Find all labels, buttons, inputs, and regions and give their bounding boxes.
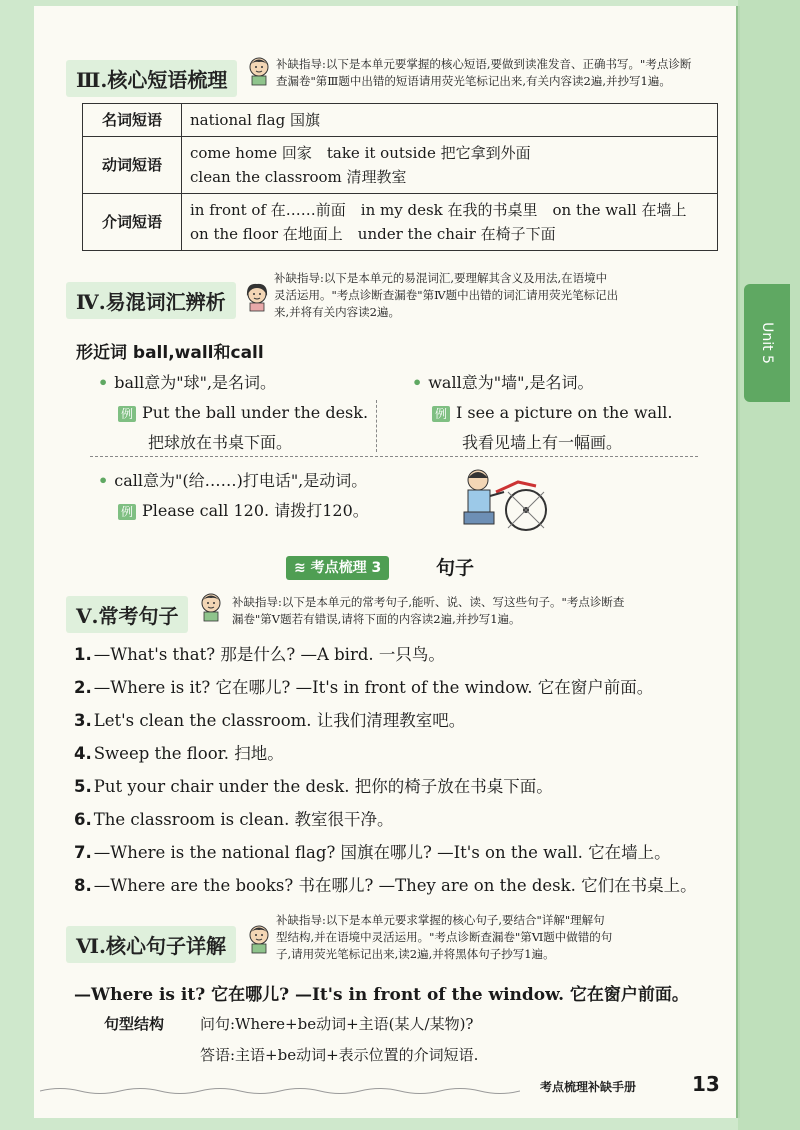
sentence-text: —Where is it? 它在哪儿? —It's in front of the window. 它在窗户前面。 [93,678,654,697]
example-tag: 例 [432,406,450,422]
footer-title: 考点梳理补缺手册 [540,1080,637,1094]
section-4-guide-line-2: 灵活运用。"考点诊断查漏卷"第Ⅳ题中出错的词汇请用荧光笔标记出 [274,288,619,302]
topic-banner [286,556,389,580]
sentence-structure-label: 句型结构 [104,1015,165,1033]
sentence-text: The classroom is clean. 教室很干净。 [93,810,394,829]
section-3-title [66,60,237,97]
student-avatar-icon [198,592,224,622]
bullet-dot-icon: • [412,373,423,392]
row-head-prep-phrases: 介词短语 [83,194,182,251]
section-5-guide [232,594,624,628]
sentence-item [74,707,465,731]
sentence-number: 4. [74,744,92,763]
ball-example [118,398,368,458]
wall-definition-text: wall意为"墙",是名词。 [428,373,594,392]
sentence-number: 6. [74,810,92,829]
call-definition-text: call意为"(给……)打电话",是动词。 [114,471,368,490]
sentence-text: Let's clean the classroom. 让我们清理教室吧。 [93,711,466,730]
sentence-text: —What's that? 那是什么? —A bird. 一只鸟。 [93,645,445,664]
sentence-text: —Where are the books? 书在哪儿? —They are on the desk. 它们在书桌上。 [93,876,697,895]
divider-vertical [376,400,377,452]
section-4-title [66,282,236,319]
divider-horizontal [90,456,698,457]
row-body [182,137,718,194]
structure-answer: 答语:主语+be动词+表示位置的介词短语. [200,1046,479,1064]
sentence-text: Sweep the floor. 扫地。 [93,744,284,763]
topic-banner-title: 句子 [436,557,475,579]
section-6-number: Ⅵ. [76,934,106,958]
wave-icon: ≋ [294,560,311,576]
unit-tab-label: Unit 5 [758,322,775,364]
section-3-number: Ⅲ. [76,68,108,92]
call-definition [98,468,367,491]
section-5-title [66,596,188,633]
wall-example [432,398,672,458]
sentence-item [74,740,284,764]
sentence-number: 7. [74,843,92,862]
sentence-number: 2. [74,678,92,697]
unit-tab[interactable] [744,284,790,402]
confusable-words-subheading: 形近词 ball,wall和call [76,343,264,363]
section-6-title [66,926,236,963]
section-4-guide-line-3: 来,并将有关内容读2遍。 [274,305,400,319]
wall-example-cn: 我看见墙上有一幅画。 [462,433,623,452]
call-example-text: Please call 120. 请拨打120。 [142,501,369,520]
structure-question: 问句:Where+be动词+主语(某人/某物)? [200,1015,474,1033]
ball-example-cn: 把球放在书桌下面。 [148,433,293,452]
decorative-wave [40,1086,520,1096]
sentence-number: 3. [74,711,92,730]
section-3-heading: 核心短语梳理 [107,68,228,92]
page-number: 13 [692,1072,720,1096]
section-4-heading: 易混词汇辨析 [105,290,226,314]
boy-with-bicycle-illustration [448,462,558,537]
table-row [83,194,718,251]
section-5-guide-line-1: 补缺指导:以下是本单元的常考句子,能听、说、读、写这些句子。"考点诊断查 [232,595,625,609]
phrase-table [82,103,718,251]
phrase-line: national flag 国旗 [190,111,320,129]
sentence-item [74,806,394,830]
core-sentence: —Where is it? 它在哪儿? —It's in front of the window. 它在窗户前面。 [74,985,689,1005]
section-3-guide [276,56,691,90]
sentence-item [74,872,697,896]
section-5-guide-line-2: 漏卷"第Ⅴ题若有错误,请将下面的内容读2遍,并抄写1遍。 [232,612,521,626]
wall-example-en: I see a picture on the wall. [456,403,673,422]
ball-definition-text: ball意为"球",是名词。 [114,373,277,392]
section-6-guide-line-2: 型结构,并在语境中灵活运用。"考点诊断查漏卷"第Ⅵ题中做错的句 [276,930,613,944]
student-avatar-icon [246,924,272,954]
phrase-line: in front of 在……前面 in my desk 在我的书桌里 on the wall 在墙上 [190,201,687,219]
section-4-guide [274,270,618,321]
section-5-number: Ⅴ. [76,604,99,628]
row-head-noun-phrases: 名词短语 [83,104,182,137]
row-body [182,194,718,251]
phrase-line: clean the classroom 清理教室 [190,168,407,186]
student-avatar-icon [246,56,272,86]
sentence-number: 8. [74,876,92,895]
topic-banner-label: 考点梳理 3 [310,560,382,576]
student-girl-avatar-icon [244,282,270,312]
sentence-item [74,674,653,698]
bullet-dot-icon: • [98,471,109,490]
phrase-line: come home 回家 take it outside 把它拿到外面 [190,144,531,162]
section-3-guide-line-1: 补缺指导:以下是本单元要掌握的核心短语,要做到读准发音、正确书写。"考点诊断 [276,57,692,71]
example-tag: 例 [118,504,136,520]
section-6-guide-line-1: 补缺指导:以下是本单元要求掌握的核心句子,要结合"详解"理解句 [276,913,605,927]
section-6-heading: 核心句子详解 [105,934,226,958]
table-row [83,104,718,137]
section-6-guide [276,912,612,963]
ball-example-en: Put the ball under the desk. [142,403,369,422]
sentence-text: —Where is the national flag? 国旗在哪儿? —It's on the wall. 它在墙上。 [93,843,671,862]
sentence-text: Put your chair under the desk. 把你的椅子放在书桌下面。 [93,777,553,796]
call-example [118,496,369,526]
section-3-guide-line-2: 查漏卷"第Ⅲ题中出错的短语请用荧光笔标记出来,有关内容读2遍,并抄写1遍。 [276,74,671,88]
wall-definition [412,370,594,393]
section-5-heading: 常考句子 [98,604,179,628]
bullet-dot-icon: • [98,373,109,392]
section-4-guide-line-1: 补缺指导:以下是本单元的易混词汇,要理解其含义及用法,在语境中 [274,271,608,285]
page-edge-strip [738,0,800,1130]
example-tag: 例 [118,406,136,422]
sentence-number: 5. [74,777,92,796]
sentence-item [74,641,445,665]
table-row [83,137,718,194]
section-6-guide-line-3: 子,请用荧光笔标记出来,读2遍,并将黑体句子抄写1遍。 [276,947,555,961]
sentence-number: 1. [74,645,92,664]
row-body [182,104,718,137]
ball-definition [98,370,276,393]
phrase-line: on the floor 在地面上 under the chair 在椅子下面 [190,225,556,243]
row-head-verb-phrases: 动词短语 [83,137,182,194]
section-4-number: Ⅳ. [76,290,106,314]
sentence-item [74,839,671,863]
sentence-item [74,773,553,797]
